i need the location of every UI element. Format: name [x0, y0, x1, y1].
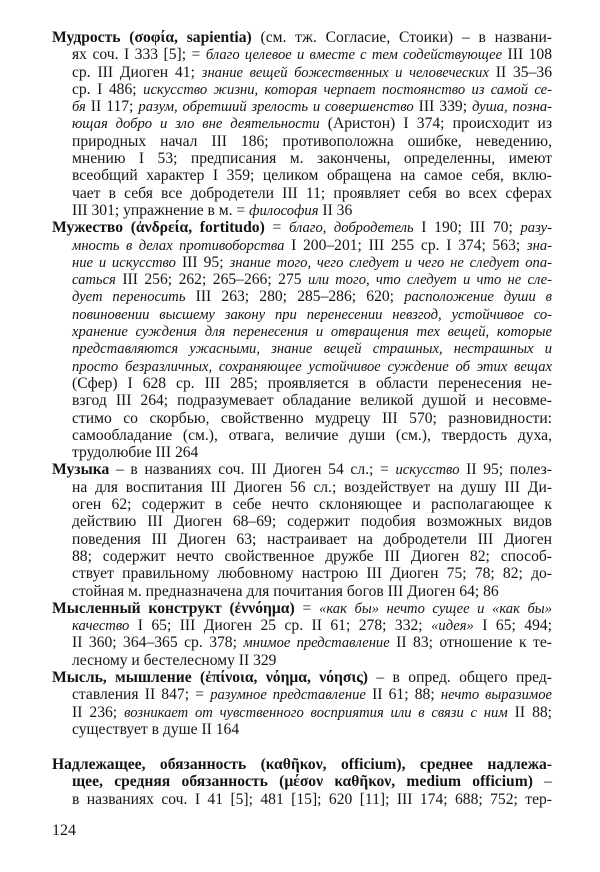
- entry-line: [52, 565, 552, 582]
- reference-text: стойная м. предназначена для почитания богов III Диоген 64; 86: [72, 582, 499, 600]
- entry-line: [52, 531, 552, 548]
- reference-text: действию III Диоген 68–69; содержит подобия возможных видов: [72, 513, 552, 531]
- italic-definition: расположение души в: [404, 289, 553, 306]
- reference-text: I 65; III Диоген 25 ср. II 61; 278; 332;: [129, 617, 432, 635]
- entry-line: [52, 773, 552, 790]
- reference-text: (Аристон) I 374; происходит из: [319, 115, 552, 133]
- reference-text: природных начал III 186; противоположна ошибке, неведению,: [72, 132, 552, 150]
- entry-line: [52, 323, 552, 340]
- reference-text: существует в душе II 164: [72, 720, 240, 738]
- reference-text: (см. тж. Согласие, Стоики) – в названи-: [251, 29, 552, 46]
- entry-line: [52, 704, 552, 721]
- reference-text: – в названиях соч. III Диоген 54 сл.; =: [109, 461, 396, 479]
- italic-definition: возникает от чувственного восприятия или в связи с ним: [124, 704, 508, 721]
- reference-text: =: [294, 599, 320, 617]
- reference-text: II 36: [318, 201, 353, 219]
- entry-line: [52, 150, 552, 167]
- italic-definition: мность в делах противоборства: [72, 237, 285, 254]
- entry-line: [52, 185, 552, 202]
- entry-line: [52, 115, 552, 132]
- reference-text: II 95; полез-: [459, 461, 552, 479]
- entry-line: [52, 410, 552, 427]
- entry-line: [52, 496, 552, 513]
- italic-definition: зна-: [526, 237, 552, 254]
- entry-line: [52, 548, 552, 565]
- italic-definition: ние и искусство: [72, 254, 176, 271]
- italic-definition: искусство жизни, которая черпает постоянство из самой се-: [143, 81, 552, 98]
- headword: Мужество (ἀνδρεία, fortitudo): [52, 219, 265, 237]
- entry-line: [52, 513, 552, 530]
- index-entry: [52, 756, 552, 808]
- reference-text: всеобщий характер I 359; целиком обращена на самое себя, вклю-: [72, 167, 552, 185]
- entry-line: [52, 202, 552, 219]
- headword: Мудрость (σοφία, sapientia): [52, 29, 252, 46]
- entry-line: [52, 721, 552, 738]
- italic-definition: знание того, чего следует и чего не следует опа-: [229, 254, 552, 271]
- reference-text: III 95;: [175, 253, 230, 271]
- reference-text: II 117;: [85, 98, 139, 116]
- headword: Надлежащее, обязанность (καθῆκον, officium), среднее надлежа-: [52, 756, 552, 774]
- reference-text: 88; содержит нечто свойственное дружбе III Диоген 82; способ-: [72, 547, 552, 565]
- entry-first-line: [52, 756, 552, 773]
- index-page-body: [52, 29, 552, 808]
- reference-text: поведения III Диоген 63; настраивает на добродетели III Диоген: [72, 530, 552, 548]
- index-entry: [52, 219, 552, 461]
- entry-line: [52, 237, 552, 254]
- index-entry: [52, 461, 552, 599]
- entry-line: [52, 64, 552, 81]
- italic-definition: или того, что следует и что не сле-: [308, 272, 553, 289]
- entry-line: [52, 288, 552, 305]
- reference-text: лесному и бестелесному II 329: [72, 651, 277, 669]
- italic-definition: нечто выразимое: [440, 687, 552, 704]
- italic-definition: просто безразличных, сохраняющее устойчивое суждение об этих вещах: [72, 358, 552, 375]
- entry-line: [52, 479, 552, 496]
- reference-text: II 83; отношение к те-: [389, 634, 552, 652]
- entry-line: [52, 617, 552, 634]
- reference-text: II 35–36: [488, 63, 552, 81]
- reference-text: III 301; упражнение в м. =: [72, 201, 250, 219]
- reference-text: I 200–201; III 255 ср. I 374; 563;: [284, 236, 527, 254]
- reference-text: ср. III Диоген 41;: [72, 63, 202, 81]
- italic-definition: благо целевое и вместе с тем содействующее: [205, 47, 503, 64]
- entry-line: [52, 375, 552, 392]
- italic-definition: разу-: [520, 220, 553, 237]
- entry-first-line: [52, 219, 552, 236]
- index-entry: [52, 29, 552, 219]
- reference-text: III 263; 280; 285–286; 620;: [185, 288, 405, 306]
- italic-definition: саться: [72, 272, 116, 289]
- entry-line: [52, 81, 552, 98]
- reference-text: II 61; 88;: [365, 686, 441, 704]
- italic-definition: качество: [72, 618, 130, 635]
- entry-line: [52, 634, 552, 651]
- italic-definition: «как бы» нечто сущее и «как бы»: [319, 600, 552, 617]
- reference-text: оген 62; содержит в себе нечто склоняющее и располагающее к: [72, 496, 552, 514]
- reference-text: ср. I 486;: [72, 80, 144, 98]
- entry-line: [52, 133, 552, 150]
- reference-text: –: [532, 773, 552, 791]
- reference-text: стимо со скорбью, свойственно мудрецу III 570; разновидности:: [72, 409, 552, 427]
- reference-text: III 339;: [413, 98, 473, 116]
- reference-text: мнению I 53; предписания м. закончены, определенны, имеют: [72, 150, 552, 168]
- headword: Музыка: [52, 461, 110, 479]
- entry-line: [52, 340, 552, 357]
- reference-text: II 236;: [72, 703, 125, 721]
- entry-line: [52, 254, 552, 271]
- entry-line: [52, 358, 552, 375]
- reference-text: в названиях соч. I 41 [5]; 481 [15]; 620 [11]; III 174; 688; 752; тер-: [72, 790, 552, 808]
- italic-definition: разумное представление: [210, 687, 366, 704]
- reference-text: III 108: [502, 46, 553, 64]
- entry-line: [52, 392, 552, 409]
- italic-definition: «идея»: [431, 618, 474, 635]
- reference-text: самообладание (см.), отвага, величие души (см.), твердость духа,: [72, 426, 552, 444]
- reference-text: II 360; 364–365 ср. 378;: [72, 634, 244, 652]
- entry-line: [52, 46, 552, 63]
- headword: щее, средняя обязанность (μέσον καθῆκον, medium officium): [72, 773, 533, 791]
- italic-definition: повиновении высшему закону при перенесении невзгод, устойчивое со-: [72, 306, 552, 323]
- reference-text: трудолюбие III 264: [72, 444, 199, 462]
- index-entry: [52, 600, 552, 669]
- entry-line: [52, 167, 552, 184]
- italic-definition: ющая добро и зло вне деятельности: [72, 116, 320, 133]
- reference-text: II 88;: [507, 703, 552, 721]
- italic-definition: бя: [72, 99, 86, 116]
- entry-first-line: [52, 600, 552, 617]
- italic-definition: благо, добродетель: [288, 220, 414, 237]
- reference-text: ях соч. I 333 [5]; =: [72, 46, 206, 64]
- italic-definition: представляются ужасными, знание вещей страшных, нестрашных и: [72, 341, 552, 358]
- entry-line: [52, 427, 552, 444]
- reference-text: III 256; 262; 265–266; 275: [115, 271, 309, 289]
- entry-line: [52, 791, 552, 808]
- reference-text: ствует правильному любовному настрою III Диоген 75; 78; 82; до-: [72, 565, 552, 583]
- entry-line: [52, 686, 552, 703]
- headword: Мысль, мышление (ἐπίνοια, νόημα, νόησις): [52, 668, 368, 686]
- italic-definition: дует переносить: [72, 289, 186, 306]
- reference-text: чает в себя все добродетели III 11; проявляет себя во всех сферах: [72, 184, 552, 202]
- headword: Мысленный конструкт (ἐννόημα): [52, 599, 295, 617]
- reference-text: I 190; III 70;: [413, 219, 521, 237]
- italic-definition: мнимое представление: [243, 635, 390, 652]
- italic-definition: знание вещей божественных и человеческих: [201, 64, 489, 81]
- reference-text: I 65; 494;: [473, 617, 552, 635]
- entry-line: [52, 652, 552, 669]
- reference-text: ставления II 847; =: [72, 686, 211, 704]
- reference-text: взгод III 264; подразумевает обладание великой душой и несовме-: [72, 392, 552, 410]
- italic-definition: хранение суждения для перенесения и отвращения тех вещей, которые: [72, 324, 552, 341]
- entry-line: [52, 271, 552, 288]
- entry-line: [52, 444, 552, 461]
- index-entry: [52, 669, 552, 738]
- entry-line: [52, 306, 552, 323]
- italic-definition: философия: [249, 202, 319, 219]
- reference-text: – в опред. общего пред-: [367, 668, 553, 686]
- italic-definition: разум, обретший зрелость и совершенство: [138, 99, 414, 116]
- italic-definition: душа, позна-: [472, 99, 552, 116]
- reference-text: на для воспитания III Диоген 56 сл.; воздействует на душу III Ди-: [72, 478, 552, 496]
- page-number: 124: [52, 822, 76, 839]
- italic-definition: искусство: [395, 462, 460, 479]
- entry-first-line: [52, 669, 552, 686]
- entry-line: [52, 583, 552, 600]
- entry-first-line: [52, 29, 552, 46]
- entry-line: [52, 98, 552, 115]
- reference-text: (Сфер) I 628 ср. III 285; проявляется в области перенесения не-: [72, 374, 552, 392]
- reference-text: =: [264, 219, 289, 237]
- entry-first-line: [52, 461, 552, 478]
